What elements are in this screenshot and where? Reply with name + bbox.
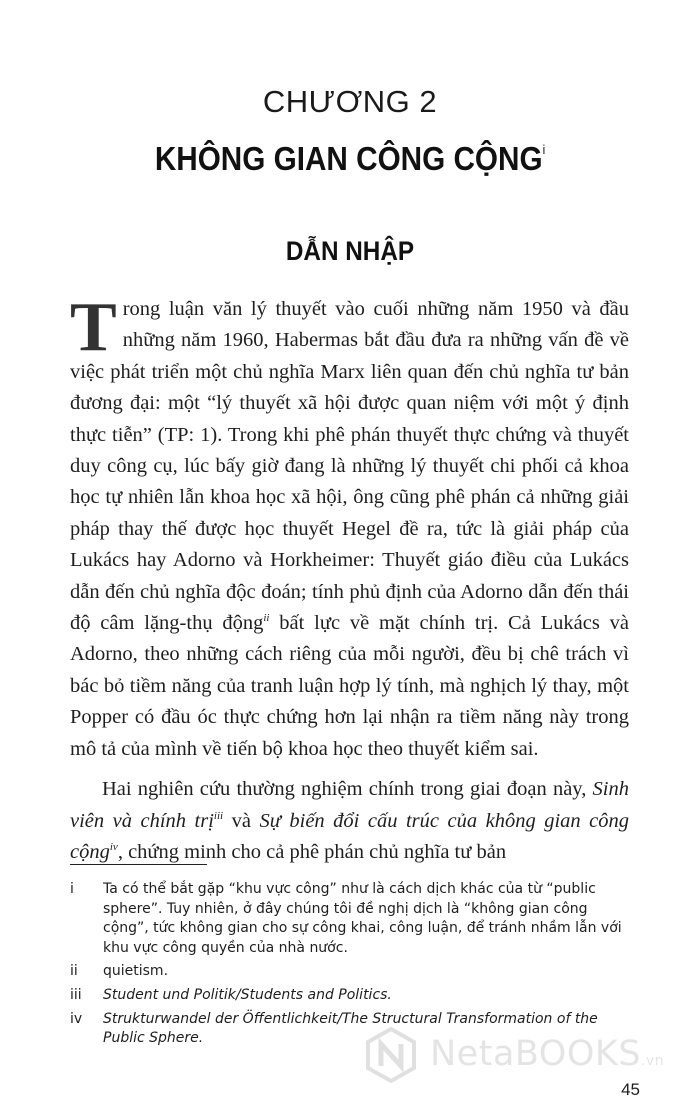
- book-title-students-politics: Sinh viên và chính trị: [70, 778, 629, 832]
- footnote-ref-i[interactable]: i: [542, 142, 546, 157]
- watermark-brand: NetaBOOKS: [430, 1034, 642, 1074]
- section-title: DẪN NHẬP: [285, 236, 415, 266]
- paragraph-2-text-c: , chứng minh cho cả phê phán chủ nghĩa tư bản: [117, 840, 507, 863]
- footnote-mark: iv: [70, 1010, 83, 1027]
- chapter-title: [35, 140, 665, 178]
- paragraph-1-text-a: rong luận văn lý thuyết vào cuối những năm 1950 và đầu những năm 1960, Habermas bắt đầu đưa ra những vấn đề về việc phát triển một chủ nghĩa Marx liên quan đến chủ nghĩa tư bản đương đại: một “lý thuyết xã hội được quan niệm với một ý định thực tiễn” (TP: 1). Trong khi phê phán thuyết thực chứng và thuyết duy công cụ, lúc bấy giờ đang là những lý thuyết chi phối cả khoa học tự nhiên lẫn khoa học xã hội, ông cũng phê phán cả những giải pháp thay thế được học thuyết Hegel đề ra, tức là giải pháp của Lukács hay Adorno và Horkheimer: Thuyết giáo điều của Lukács dẫn đến chủ nghĩa độc đoán; tính phủ định của Adorno dẫn đến thái độ câm lặng-thụ động: [70, 298, 629, 635]
- footnote-mark: i: [70, 881, 74, 897]
- footnote-divider: [70, 864, 207, 865]
- footnote-mark: ii: [70, 963, 78, 980]
- footnote-iii: [70, 986, 630, 1006]
- page-number: 45: [621, 1080, 640, 1099]
- footnote-text: Student und Politik/Students and Politics.: [103, 986, 392, 1003]
- footnote-ref-iii[interactable]: iii: [213, 809, 224, 822]
- watermark-suffix: .vn: [641, 1053, 665, 1069]
- netabooks-watermark: [362, 1026, 665, 1086]
- netabooks-logo-icon: [362, 1026, 420, 1084]
- footnote-mark: iii: [70, 986, 82, 1003]
- book-title-structural-transformation: Sự biến đổi cấu trúc của không gian công cộng: [70, 809, 629, 863]
- drop-cap: T: [70, 289, 117, 366]
- paragraph-2: [70, 774, 629, 868]
- footnote-i: [70, 880, 630, 958]
- footnote-text: quietism.: [103, 963, 169, 980]
- footnote-ii: [70, 962, 630, 982]
- footnote-text: Strukturwandel der Öffentlichkeit/The Structural Transformation of the Public Sphere.: [103, 1010, 598, 1047]
- chapter-title-text: KHÔNG GIAN CÔNG CỘNG: [154, 140, 543, 177]
- chapter-label: CHƯƠNG 2: [262, 84, 438, 119]
- footnote-text: Ta có thể bắt gặp “khu vực công” như là cách dịch khác của từ “public sphere”. Tuy nhiên, ở đây chúng tôi đề nghị dịch là “không gian công cộng”, tức không gian cho sự công khai, công luận, để tránh nhầm lẫn với khu vực công quyền của nhà nước.: [103, 881, 622, 956]
- paragraph-1-text-b: bất lực về mặt chính trị. Cả Lukács và Adorno, theo những cách riêng của mỗi người, đều bị chê trách vì bác bỏ tiềm năng của tranh luận hợp lý tính, mà nghịch lý thay, một Popper có đầu óc thực chứng hơn lại nhận ra tiềm năng này trong mô tả của mình về tiến bộ khoa học theo thuyết kiểm sai.: [70, 612, 629, 760]
- footnote-ref-ii[interactable]: ii: [263, 612, 270, 625]
- paragraph-1: [70, 289, 629, 765]
- footnote-ref-iv[interactable]: iv: [109, 840, 118, 853]
- body-text: [70, 289, 629, 868]
- watermark-text: [430, 1034, 664, 1074]
- paragraph-2-text-a: Hai nghiên cứu thường nghiệm chính trong giai đoạn này,: [102, 778, 593, 801]
- paragraph-2-text-b: và: [223, 809, 260, 832]
